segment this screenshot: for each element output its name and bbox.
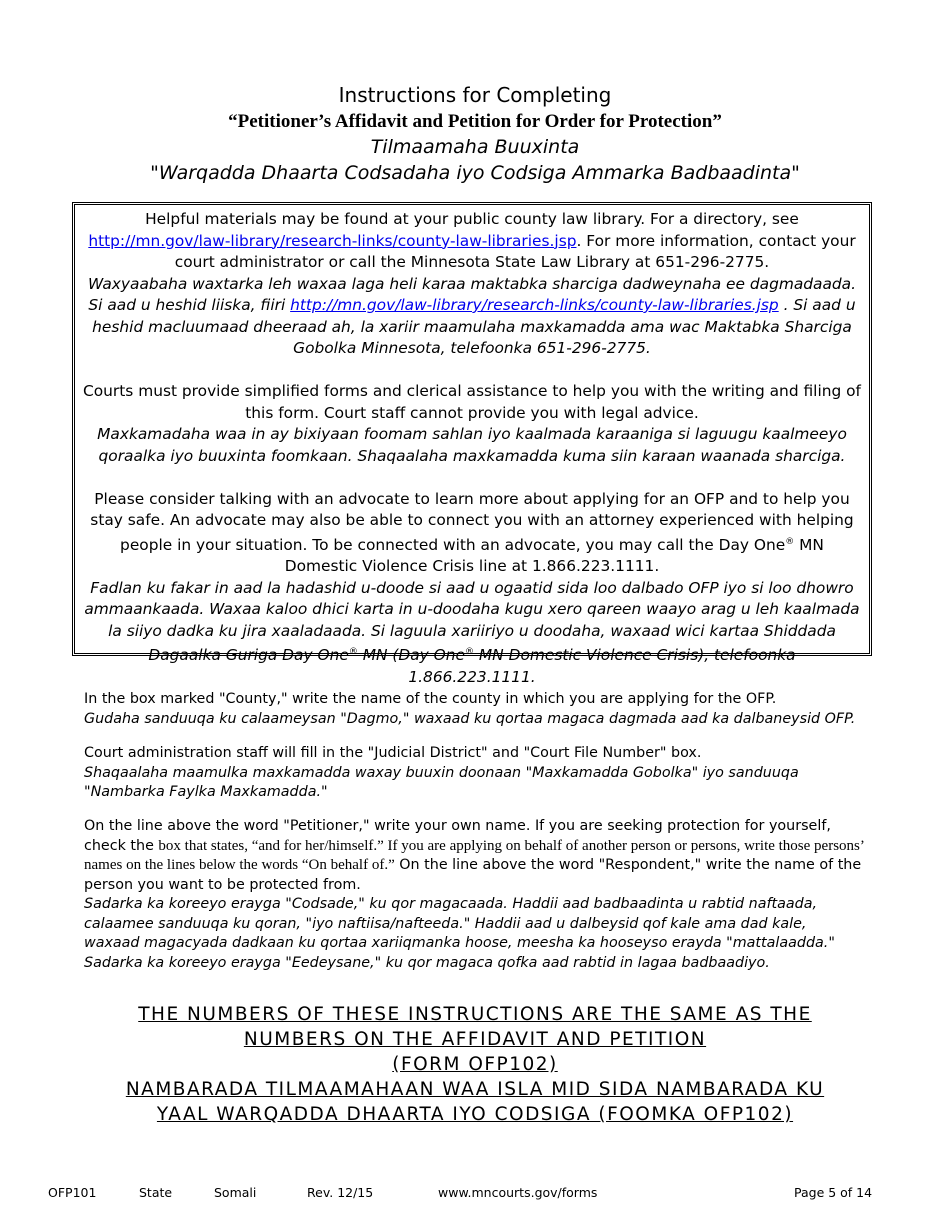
footer-revision: Rev. 12/15	[307, 1185, 374, 1200]
advocate-paragraph-somali: Fadlan ku fakar in aad la hadashid u-doode si aad u ogaatid sida loo dalbado OFP iyo si loo dhowro ammaankaada. Waxaa kaloo dhici karta in u-doodaha kugu xero qareen waayo arag u leh kaalmada la siiyo dadka ku jira xaaladaada. Si laguula xariiriyo u doodaha, waxaad wici kartaa Shiddada Dagaalka Guriga Day One® MN (Day One® MN Domestic Violence Crisis), telefoonka 1.866.223.1111.	[84, 578, 860, 686]
library-paragraph: Helpful materials may be found at your public county law library. For a directory, see http://mn.gov/law-library/research-links/county-law-libraries.jsp. For more information, contact your court administrator or call the Minnesota State Law Library at 651-296-2775.	[88, 210, 856, 271]
helpful-info-box	[72, 202, 872, 686]
footer-language: Somali	[214, 1185, 257, 1200]
notice-line-1: THE NUMBERS OF THESE INSTRUCTIONS ARE THE SAME AS THE	[138, 1004, 812, 1025]
forms-paragraph: Courts must provide simplified forms and clerical assistance to help you with the writing and filing of this form. Court staff cannot provide you with legal advice.	[83, 382, 861, 422]
document-title	[0, 82, 950, 186]
court-instruction: Court administration staff will fill in the "Judicial District" and "Court File Number" box. Shaqaalaha maamulka maxkamadda waxay buuxin doonaan "Maxkamadda Gobolka" iyo sanduuqa "Nambarka Faylka Maxkamadda."	[84, 745, 799, 800]
notice-line-4: NAMBARADA TILMAAMAHAAN WAA ISLA MID SIDA NAMBARADA KU	[125, 1079, 825, 1100]
notice-line-3: (FORM OFP102)	[392, 1054, 558, 1075]
forms-paragraph-somali: Maxkamadaha waa in ay bixiyaan foomam sahlan iyo kaalmada karaaniga si laguugu kaalmeeyo qoraalka iyo buuxinta foomkaan. Shaqaalaha maxkamadda kuma siin karaan waanada sharciga.	[97, 425, 847, 465]
county-law-library-link-somali[interactable]: http://mn.gov/law-library/research-links/county-law-libraries.jsp	[290, 296, 779, 314]
footer-form-id: OFP101	[48, 1185, 97, 1200]
county-instruction: In the box marked "County," write the name of the county in which you are applying for the OFP. Gudaha sanduuqa ku calaameysan "Dagmo," waxaad ku qortaa magaca dagmada aad ka dalbaneysid OFP.	[84, 691, 856, 727]
library-paragraph-somali: Waxyaabaha waxtarka leh waxaa laga heli karaa maktabka sharciga dadweynaha ee dagmadaada. Si aad u heshid liiska, fiiri http://mn.gov/law-library/research-links/county-law-libraries.jsp . Si aad u heshid macluumaad dheeraad ah, la xariir maamulaha maxkamadda ama wac Maktabka Sharciga Gobolka Minnesota, telefoonka 651-296-2775.	[87, 274, 856, 357]
footer-website: www.mncourts.gov/forms	[438, 1185, 598, 1200]
footer-page-number: Page 5 of 14	[794, 1185, 873, 1200]
title-line-3-somali: Tilmaamaha Buuxinta	[370, 136, 580, 158]
notice-line-2: NUMBERS ON THE AFFIDAVIT AND PETITION	[243, 1029, 707, 1050]
petitioner-instruction: On the line above the word "Petitioner," write your own name. If you are seeking protection for yourself, check the box that states, “and for her/himself.” If you are applying on behalf of another person or persons, write those persons’ names on the lines below the words “On behalf of.” On the line above the word "Respondent," write the name of the person you want to be protected from. Sadarka ka koreeyo erayga "Codsade," ku qor magacaada. Haddii aad badbaadinta u rabtid naftaada, calaamee sanduuqa ku qoran, "iyo naftiisa/nafteeda." Haddii aad u dalbeysid qof kale ama dad kale, waxaad magacyada dadkaan ku qortaa xariiqmanka hoose, meesha ka hooseyso erayda "mattalaadda." Sadarka ka koreeyo erayga "Eedeysane," ku qor magaca qofka aad rabtid in lagaa badbaadiyo.	[84, 818, 864, 971]
footer-state: State	[139, 1185, 173, 1200]
numbering-notice	[0, 1002, 950, 1127]
title-line-2: “Petitioner’s Affidavit and Petition for Order for Protection”	[228, 111, 722, 132]
county-law-library-link[interactable]: http://mn.gov/law-library/research-links/county-law-libraries.jsp	[88, 231, 577, 250]
notice-line-5: YAAL WARQADDA DHAARTA IYO CODSIGA (FOOMKA OFP102)	[156, 1104, 794, 1125]
title-line-1: Instructions for Completing	[338, 83, 612, 107]
advocate-paragraph: Please consider talking with an advocate to learn more about applying for an OFP and to help you stay safe. An advocate may also be able to connect you with an attorney experienced with helping people in your situation. To be connected with an advocate, you may call the Day One® MN Domestic Violence Crisis line at 1.866.223.1111.	[90, 489, 854, 576]
title-line-4-somali: "Warqadda Dhaarta Codsadaha iyo Codsiga Ammarka Badbaadinta"	[150, 162, 800, 184]
